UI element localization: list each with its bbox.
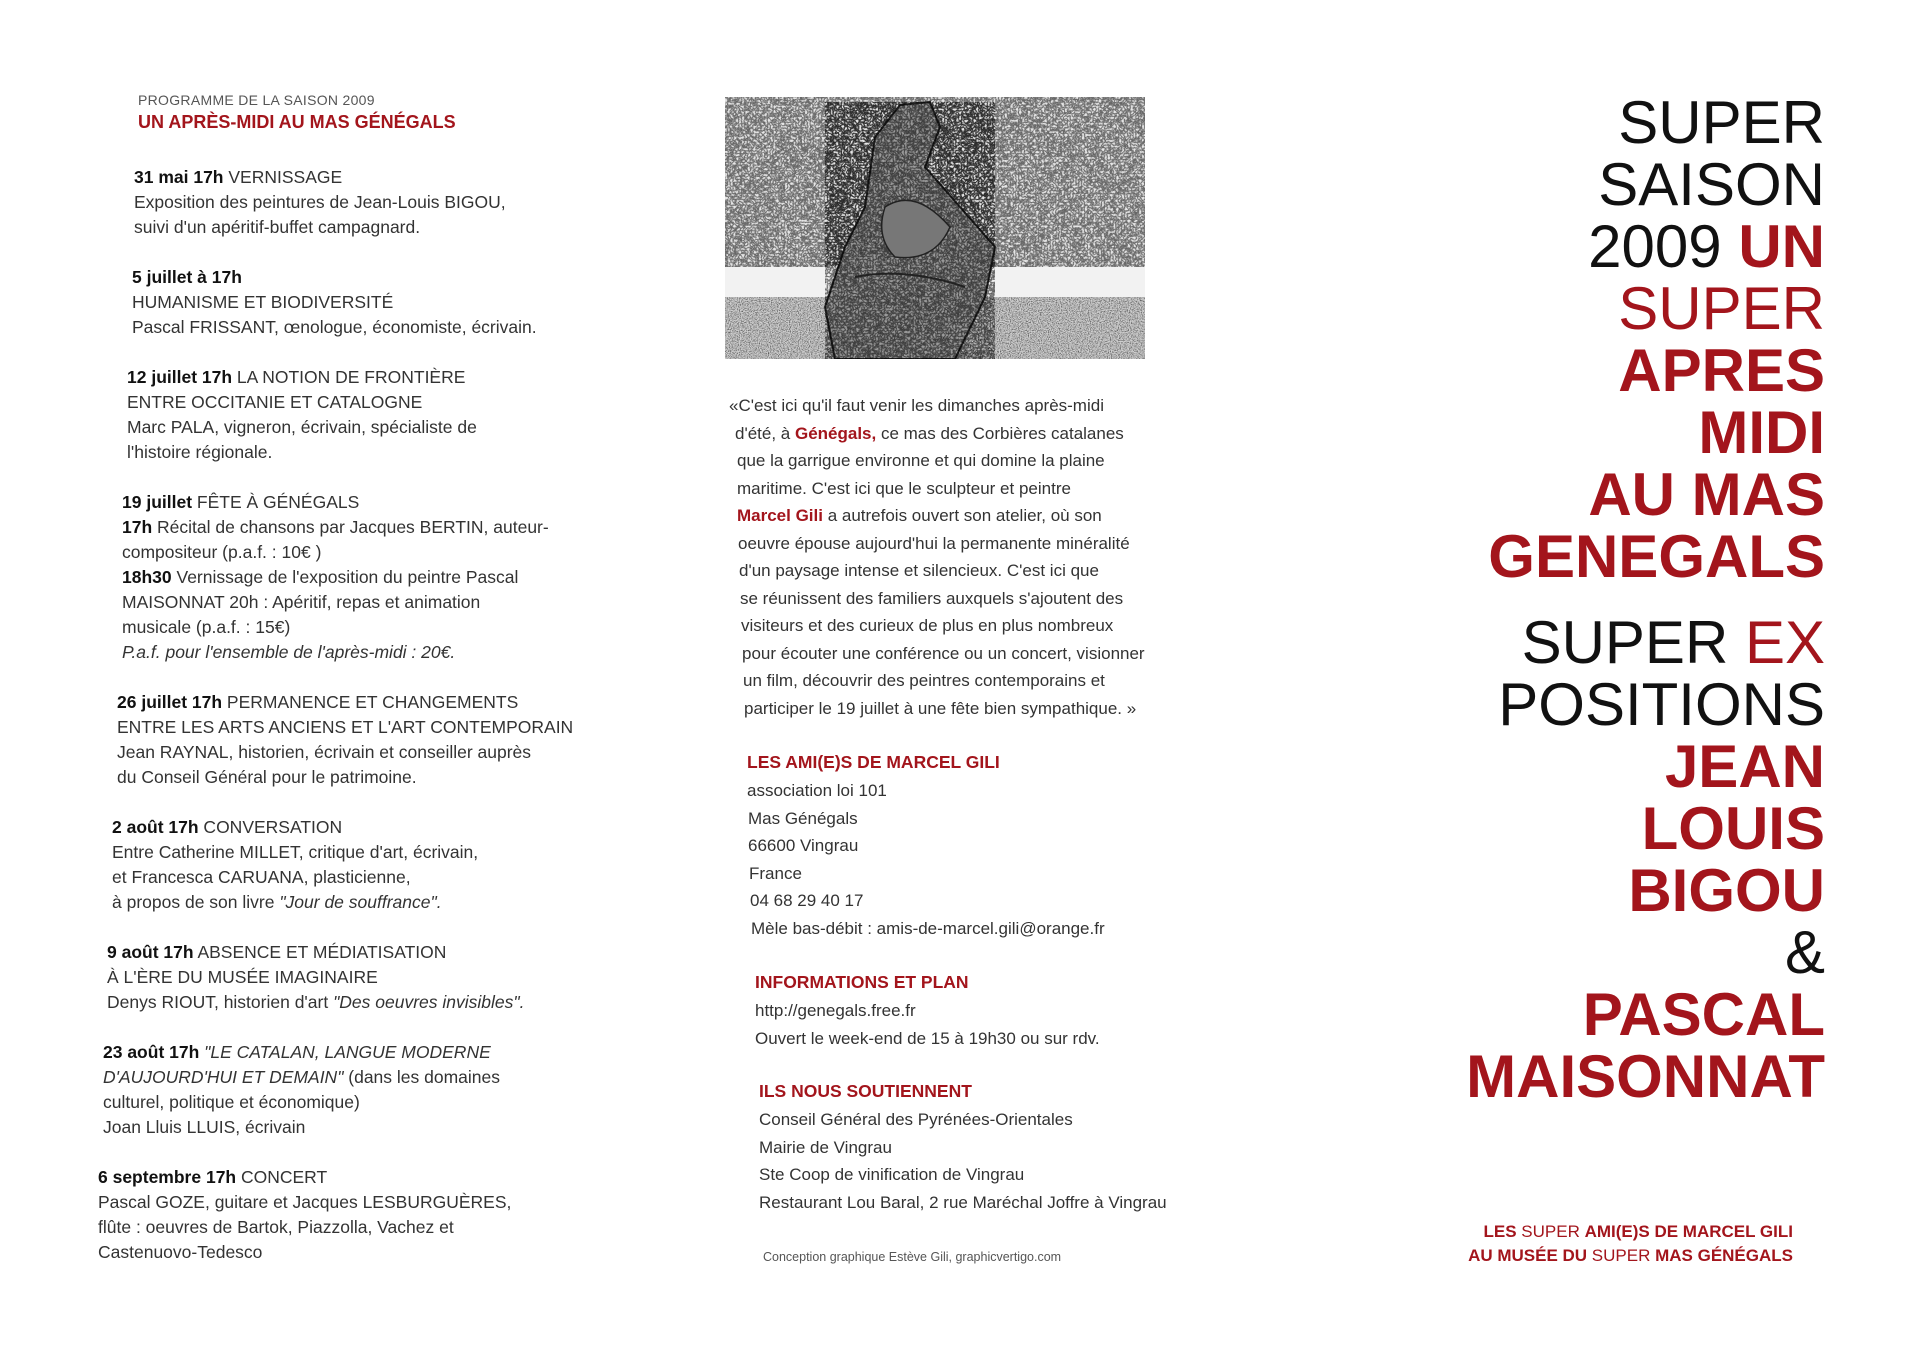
event-note: P.a.f. pour l'ensemble de l'après-midi : 20€. (122, 642, 456, 662)
footer-tagline: LES SUPER AMI(E)S DE MARCEL GILI AU MUSÉE DU SUPER MAS GÉNÉGALS (1468, 1222, 1793, 1265)
event-5-juillet: 5 juillet à 17h HUMANISME ET BIODIVERSITÉ Pascal FRISSANT, œnologue, économiste, écrivain. (132, 267, 537, 337)
programme-title: UN APRÈS-MIDI AU MAS GÉNÉGALS (138, 112, 456, 132)
title-block-1: SUPER SAISON 2009 UN SUPER APRES MIDI AU MAS GENEGALS (1488, 89, 1825, 590)
email-text: Mèle bas-débit : amis-de-marcel.gili@orange.fr (751, 918, 1105, 938)
programme-column (130, 92, 600, 133)
sculpture-photo (725, 97, 1145, 359)
design-credit: Conception graphique Estève Gili, graphicvertigo.com (763, 1250, 1062, 1264)
event-19-juillet: 19 juillet FÊTE À GÉNÉGALS 17h Récital de chansons par Jacques BERTIN, auteur- compositeur (p.a.f. : 10€ ) 18h30 Vernissage de l'exposition du peintre Pascal MAISONNAT 20h : Apéritif, repas et animation musicale (p.a.f. : 15€) P.a.f. pour l'ensemble de l'après-midi : 20€. (122, 490, 602, 665)
event-23-aout: 23 août 17h "LE CATALAN, LANGUE MODERNE D'AUJOURD'HUI ET DEMAIN" (dans les domaines culturel, politique et économique) Joan Lluis LLUIS, écrivain (103, 1042, 501, 1137)
contact-block: LES AMI(E)S DE MARCEL GILI association loi 101 Mas Génégals 66600 Vingrau France 04 68 29 40 17 Mèle bas-débit : amis-de-marcel.gili@orange.fr (747, 752, 1207, 942)
event-9-aout: 9 août 17h ABSENCE ET MÉDIATISATION À L'ÈRE DU MUSÉE IMAGINAIRE Denys RIOUT, historien d'art "Des oeuvres invisibles". (107, 942, 525, 1012)
support-title: ILS NOUS SOUTIENNENT (759, 1081, 972, 1101)
info-title: INFORMATIONS ET PLAN (755, 972, 969, 992)
event-6-septembre: 6 septembre 17h CONCERT Pascal GOZE, guitare et Jacques LESBURGUÈRES, flûte : oeuvres de Bartok, Piazzolla, Vachez et Castenuovo-Tedesco (98, 1167, 512, 1262)
quote-text: «C'est ici qu'il faut venir les dimanches après-midi d'été, à Génégals, ce mas des Corbières catalanes que la garrigue environne et qui domine la plaine maritime. C'est ici que le sculpteur et peintre Marcel Gili a autrefois ouvert son atelier, où son oeuvre épouse aujourd'hui la permanente minéralité d'un paysage intense et silencieux. C'est ici que se réunissent des familiers auxquels s'ajoutent des visiteurs et des curieux de plus en plus nombreux pour écouter une conférence ou un concert, visionner un film, découvrir des peintres contemporains et participer le 19 juillet à une fête bien sympathique. » (729, 396, 1145, 718)
title-block-2: SUPER EX POSITIONS JEAN LOUIS BIGOU & PASCAL MAISONNAT (1466, 609, 1825, 1110)
programme-label: PROGRAMME DE LA SAISON 2009 (138, 92, 375, 108)
contact-title: LES AMI(E)S DE MARCEL GILI (747, 752, 1000, 772)
event-26-juillet: 26 juillet 17h PERMANENCE ET CHANGEMENTS ENTRE LES ARTS ANCIENS ET L'ART CONTEMPORAIN Jean RAYNAL, historien, écrivain et conseiller auprès du Conseil Général pour le patrimoine. (117, 692, 574, 787)
website-text: http://genegals.free.fr (755, 1001, 916, 1020)
event-2-aout: 2 août 17h CONVERSATION Entre Catherine MILLET, critique d'art, écrivain, et Francesca CARUANA, plasticienne, à propos de son livre "Jour de souffrance". (112, 817, 479, 912)
event-31-mai: 31 mai 17h VERNISSAGE Exposition des peintures de Jean-Louis BIGOU, suivi d'un apéritif-buffet campagnard. (134, 167, 506, 237)
event-12-juillet: 12 juillet 17h LA NOTION DE FRONTIÈRE ENTRE OCCITANIE ET CATALOGNE Marc PALA, vigneron, écrivain, spécialiste de l'histoire régionale. (127, 367, 477, 462)
info-block: INFORMATIONS ET PLAN http://genegals.free.fr Ouvert le week-end de 15 à 19h30 ou sur rdv. (755, 972, 1215, 1052)
support-block: ILS NOUS SOUTIENNENT Conseil Général des Pyrénées-Orientales Mairie de Vingrau Ste Coop de vinification de Vingrau Restaurant Lou Baral, 2 rue Maréchal Joffre à Vingrau (759, 1081, 1239, 1216)
